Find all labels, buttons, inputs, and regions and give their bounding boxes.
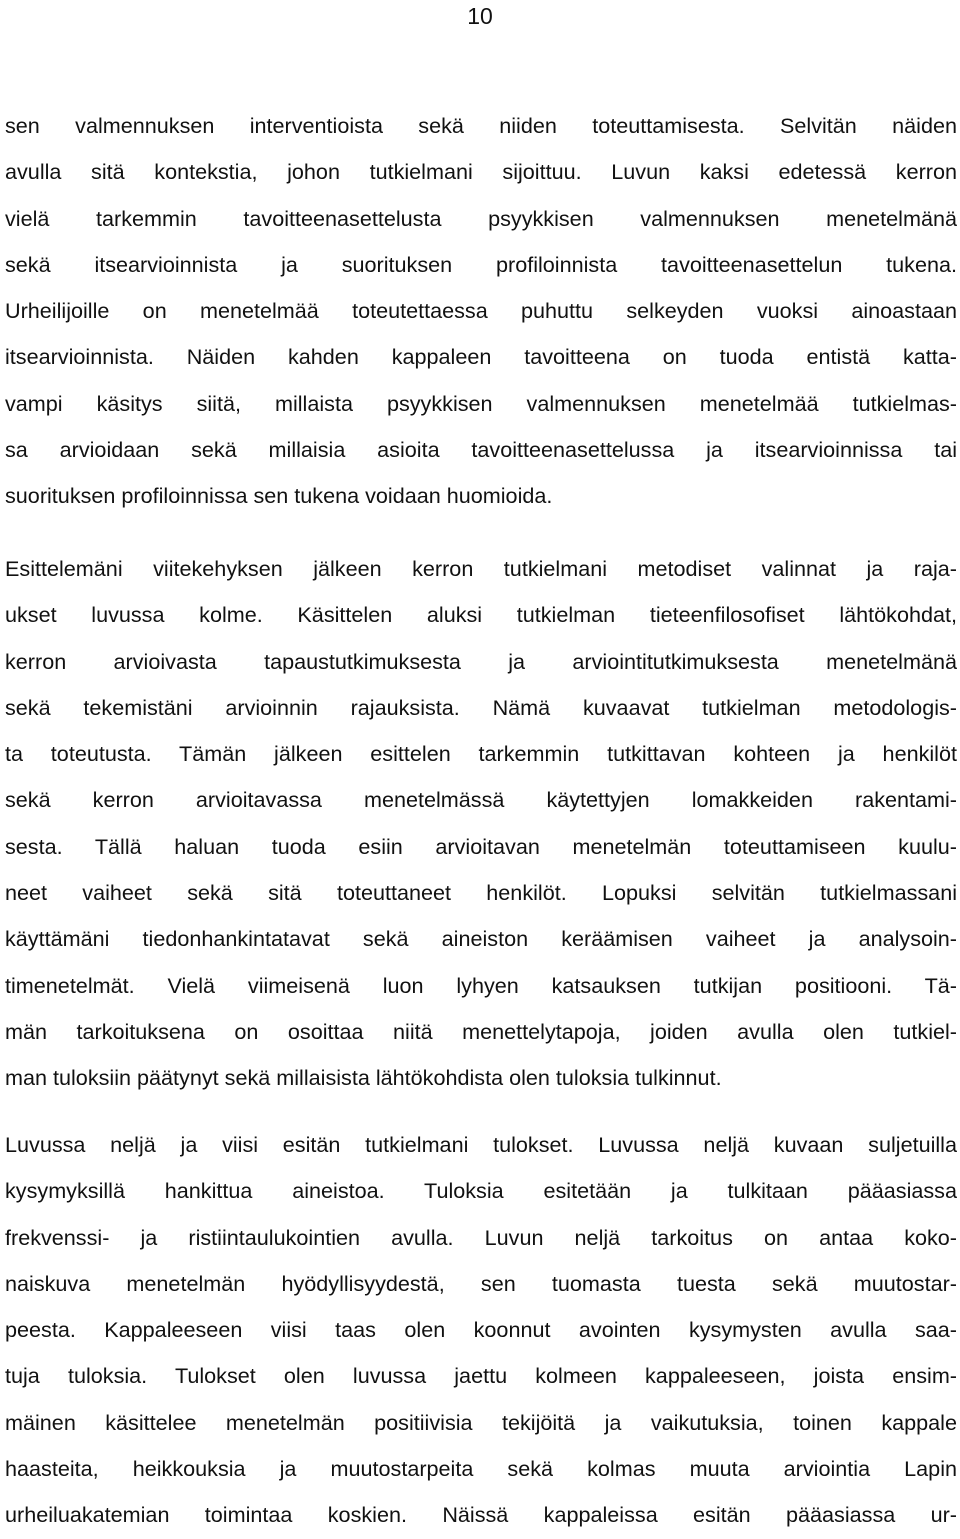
paragraph-methods-overview [5, 546, 957, 1102]
text-line: kysymyksillä hankittua aineistoa. Tuloksia esitetään ja tulkitaan pääasiassa [5, 1178, 957, 1204]
text-line: sesta. Tällä haluan tuoda esiin arvioitavan menetelmän toteuttamiseen kuulu- [5, 833, 957, 859]
text-line: sa arvioidaan sekä millaisia asioita tavoitteenasettelussa ja itsearvioinnissa tai [5, 437, 957, 463]
text-line: avulla sitä kontekstia, johon tutkielmani sijoittuu. Luvun kaksi edetessä kerron [5, 159, 957, 185]
paragraph-results-overview [5, 1122, 957, 1539]
text-line: sekä itsearvioinnista ja suorituksen profiloinnista tavoitteenasettelun tukena. [5, 251, 957, 277]
text-line: timenetelmät. Vielä viimeisenä luon lyhyen katsauksen tutkijan positiooni. Tä- [5, 972, 957, 998]
text-line: ukset luvussa kolme. Käsittelen aluksi tutkielman tieteenfilosofiset lähtökohdat, [5, 602, 957, 628]
paragraph-intro-context [5, 103, 957, 520]
text-line: Esittelemäni viitekehyksen jälkeen kerron tutkielmani metodiset valinnat ja raja- [5, 556, 957, 581]
text-line: haasteita, heikkouksia ja muutostarpeita sekä kolmas muuta arviointia Lapin [5, 1456, 957, 1482]
text-line: mäinen käsittelee menetelmän positiivisia tekijöitä ja vaikutuksia, toinen kappale [5, 1409, 957, 1435]
page-number: 10 [467, 3, 493, 29]
text-line: peesta. Kappaleeseen viisi taas olen koonnut avointen kysymysten avulla saa- [5, 1317, 957, 1343]
text-line: män tarkoituksena on osoittaa niitä menettelytapoja, joiden avulla olen tutkiel- [5, 1018, 957, 1044]
text-line: sekä tekemistäni arvioinnin rajauksista. Nämä kuvaavat tutkielman metodologis- [5, 694, 957, 720]
text-line: Luvussa neljä ja viisi esitän tutkielmani tulokset. Luvussa neljä kuvaan suljetuilla [5, 1132, 957, 1157]
text-line: sekä kerron arvioitavassa menetelmässä käytettyjen lomakkeiden rakentami- [5, 787, 957, 813]
text-line: Urheilijoille on menetelmää toteutettaessa puhuttu selkeyden vuoksi ainoastaan [5, 298, 957, 324]
text-line: neet vaiheet sekä sitä toteuttaneet henkilöt. Lopuksi selvitän tutkielmassani [5, 880, 957, 906]
text-line: frekvenssi- ja ristiintaulukointien avulla. Luvun neljä tarkoitus on antaa koko- [5, 1224, 957, 1250]
text-line: vielä tarkemmin tavoitteenasettelusta psyykkisen valmennuksen menetelmänä [5, 205, 957, 231]
text-line: suorituksen profiloinnissa sen tukena voidaan huomioida. [5, 483, 553, 509]
text-line: urheiluakatemian toimintaa koskien. Näissä kappaleissa esitän pääasiassa ur- [5, 1502, 957, 1528]
text-line: itsearvioinnista. Näiden kahden kappaleen tavoitteena on tuoda entistä katta- [5, 344, 957, 370]
text-line: vampi käsitys siitä, millaista psyykkisen valmennuksen menetelmää tutkielmas- [5, 390, 957, 416]
text-line: ta toteutusta. Tämän jälkeen esittelen tarkemmin tutkittavan kohteen ja henkilöt [5, 741, 957, 767]
text-line: naiskuva menetelmän hyödyllisyydestä, sen tuomasta tuesta sekä muutostar- [5, 1270, 957, 1296]
text-line: tuja tuloksia. Tulokset olen luvussa jaettu kolmeen kappaleeseen, joista ensim- [5, 1363, 957, 1389]
text-line: käyttämäni tiedonhankintatavat sekä aineiston keräämisen vaiheet ja analysoin- [5, 926, 957, 952]
text-line: kerron arvioivasta tapaustutkimuksesta ja arviointitutkimuksesta menetelmänä [5, 648, 957, 674]
text-line: sen valmennuksen interventioista sekä niiden toteuttamisesta. Selvitän näiden [5, 113, 957, 138]
text-line: man tuloksiin päätynyt sekä millaisista lähtökohdista olen tuloksia tulkinnut. [5, 1065, 722, 1091]
